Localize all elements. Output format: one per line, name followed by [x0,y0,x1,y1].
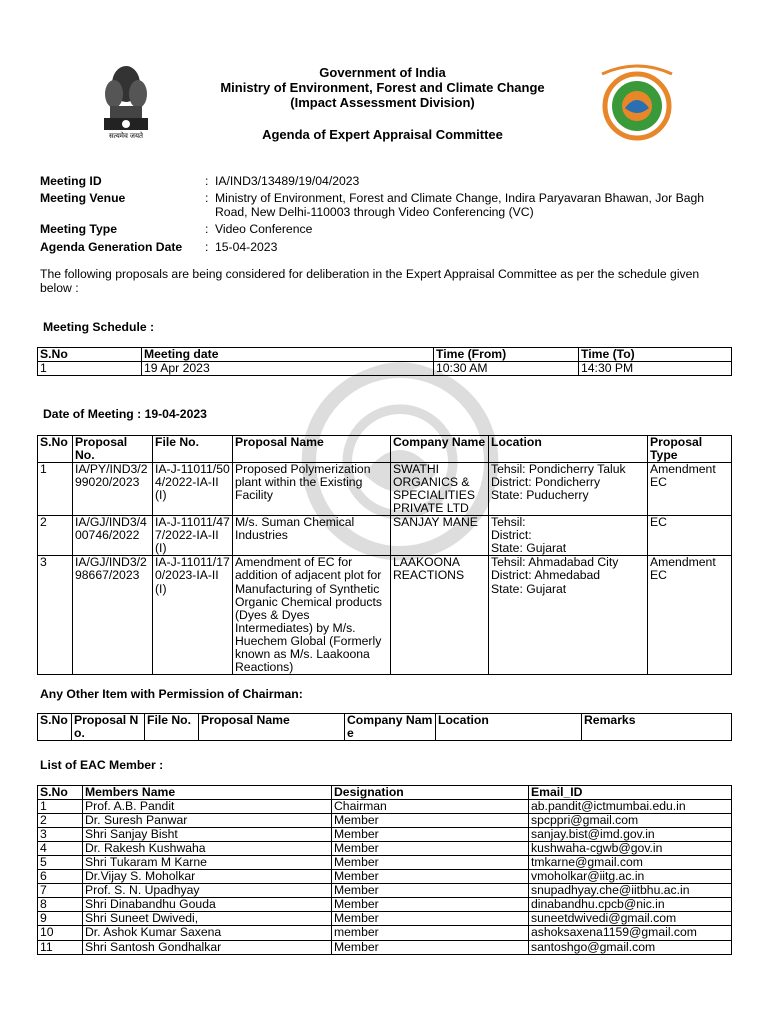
member-email: snupadhyay.che@iitbhu.ac.in [529,884,732,898]
member-designation: Member [332,814,529,828]
member-designation: Member [332,912,529,926]
member-designation: member [332,926,529,940]
member-designation: Chairman [332,800,529,814]
member-designation: Member [332,898,529,912]
member-name: Shri Sanjay Bisht [83,828,332,842]
member-sno: 1 [38,800,83,814]
member-name: Dr. Suresh Panwar [83,814,332,828]
members-header-2: Designation [332,786,529,800]
other-header-1: Proposal No. [72,714,145,741]
proposal-file-number: IA-J-11011/170/2023-IA-II(I) [153,556,233,674]
members-header-0: S.No [38,786,83,800]
schedule-cell-date: 19 Apr 2023 [142,362,434,376]
proposals-table [37,435,732,675]
meeting-venue-label: Meeting Venue [40,191,126,206]
other-header-4: Company Name [345,714,436,741]
member-sno: 8 [38,898,83,912]
table-row [38,926,732,940]
table-row [38,814,732,828]
intro-paragraph: The following proposals are being considered for deliberation in the Expert Appraisal Committee as per the schedule given below : [40,267,700,296]
proposal-location: Tehsil: Pondicherry Taluk District: Pondicherry State: Puducherry [489,463,648,516]
table-row [38,842,732,856]
header-line-government: Government of India [319,65,446,80]
schedule-header-sno: S.No [38,348,142,362]
table-row [38,884,732,898]
table-row [38,362,732,376]
member-sno: 6 [38,870,83,884]
proposals-header-5: Location [489,436,648,463]
other-header-3: Proposal Name [199,714,345,741]
other-items-table [37,713,732,741]
table-row [38,556,732,674]
meeting-schedule-table [37,347,732,376]
member-sno: 3 [38,828,83,842]
table-row [38,912,732,926]
member-email: ashoksaxena1159@gmail.com [529,926,732,940]
member-sno: 5 [38,856,83,870]
schedule-header-time-to: Time (To) [579,348,732,362]
proposal-name: M/s. Suman Chemical Industries [233,516,391,556]
proposal-file-number: IA-J-11011/477/2022-IA-II(I) [153,516,233,556]
members-header-1: Members Name [83,786,332,800]
proposal-sno: 3 [38,556,73,674]
proposals-header-4: Company Name [391,436,489,463]
member-designation: Member [332,884,529,898]
member-sno: 9 [38,912,83,926]
schedule-header-date: Meeting date [142,348,434,362]
proposals-header-3: Proposal Name [233,436,391,463]
member-name: Prof. S. N. Upadhyay [83,884,332,898]
header-line-ministry: Ministry of Environment, Forest and Climate Change [220,79,545,95]
meeting-schedule-title: Meeting Schedule : [43,320,155,334]
schedule-cell-time-from: 10:30 AM [434,362,579,376]
member-sno: 10 [38,926,83,940]
meeting-type-value: Video Conference [215,222,313,237]
table-row [38,516,732,556]
meeting-details: Meeting ID : IA/IND3/13489/19/04/2023 Meeting Venue : Ministry of Environment, Forest and Climate Change, Indira Paryavaran Bhawan, Jor Bagh Road, New Delhi-110003 through Video Conferencing (VC) Meeting Type : Video Conference Agenda Generation Date : 15-04-2023 [40,175,720,258]
member-email: santoshgo@gmail.com [529,940,732,954]
member-designation: Member [332,940,529,954]
table-row [38,828,732,842]
table-row [38,856,732,870]
other-items-title: Any Other Item with Permission of Chairman: [40,687,303,701]
other-header-2: File No. [145,714,199,741]
proposal-company: LAAKOONA REACTIONS [391,556,489,674]
member-email: kushwaha-cgwb@gov.in [529,842,732,856]
table-row [38,463,732,516]
document-header [160,66,605,143]
member-email: spcppri@gmail.com [529,814,732,828]
proposal-sno: 2 [38,516,73,556]
agenda-generation-date-value: 15-04-2023 [215,239,278,254]
schedule-cell-sno: 1 [38,362,142,376]
meeting-id-label: Meeting ID [40,174,102,188]
proposal-name: Amendment of EC for addition of adjacent plot for Manufacturing of Synthetic Organic Chemical products (Dyes & Dyes Intermediates) by M/s. Huechem Global (Formerly known as M/s. Laakoona Reactions) [233,556,391,674]
other-header-6: Remarks [582,714,732,741]
schedule-header-time-from: Time (From) [434,348,579,362]
member-name: Prof. A.B. Pandit [83,800,332,814]
proposal-number: IA/PY/IND3/299020/2023 [73,463,153,516]
table-row [38,898,732,912]
member-designation: Member [332,856,529,870]
proposal-number: IA/GJ/IND3/400746/2022 [73,516,153,556]
member-email: tmkarne@gmail.com [529,856,732,870]
proposal-location: Tehsil: Ahmadabad City District: Ahmedabad State: Gujarat [489,556,648,674]
other-header-0: S.No [38,714,72,741]
member-email: suneetdwivedi@gmail.com [529,912,732,926]
member-name: Dr.Vijay S. Moholkar [83,870,332,884]
proposal-type: EC [648,516,732,556]
member-email: sanjay.bist@imd.gov.in [529,828,732,842]
proposals-header-2: File No. [153,436,233,463]
member-email: vmoholkar@iitg.ac.in [529,870,732,884]
member-designation: Member [332,842,529,856]
proposal-location: Tehsil: District: State: Gujarat [489,516,648,556]
eac-members-table [37,785,732,955]
proposal-company: SWATHI ORGANICS & SPECIALITIES PRIVATE LTD [391,463,489,516]
agenda-title: Agenda of Expert Appraisal Committee [262,126,503,142]
header-line-division: (Impact Assessment Division) [290,94,475,110]
meeting-venue-value: Ministry of Environment, Forest and Climate Change, Indira Paryavaran Bhawan, Jor Bagh Road, New Delhi-110003 through Video Conferencing (VC) [215,191,705,219]
member-sno: 7 [38,884,83,898]
proposal-type: Amendment EC [648,463,732,516]
proposal-company: SANJAY MANE [391,516,489,556]
table-row [38,940,732,954]
proposal-name: Proposed Polymerization plant within the Existing Facility [233,463,391,516]
member-designation: Member [332,870,529,884]
proposal-file-number: IA-J-11011/504/2022-IA-II(I) [153,463,233,516]
member-name: Dr. Ashok Kumar Saxena [83,926,332,940]
proposals-header-6: Proposal Type [648,436,732,463]
member-name: Shri Suneet Dwivedi, [83,912,332,926]
proposals-header-1: Proposal No. [73,436,153,463]
proposal-number: IA/GJ/IND3/298667/2023 [73,556,153,674]
agenda-generation-date-label: Agenda Generation Date [40,239,183,254]
member-email: ab.pandit@ictmumbai.edu.in [529,800,732,814]
member-name: Shri Dinabandhu Gouda [83,898,332,912]
member-designation: Member [332,828,529,842]
schedule-cell-time-to: 14:30 PM [579,362,732,376]
proposal-type: Amendment EC [648,556,732,674]
members-header-3: Email_ID [529,786,732,800]
proposal-sno: 1 [38,463,73,516]
member-name: Shri Tukaram M Karne [83,856,332,870]
table-row [38,870,732,884]
member-sno: 4 [38,842,83,856]
member-sno: 11 [38,940,83,954]
member-sno: 2 [38,814,83,828]
eac-members-title: List of EAC Member : [40,758,164,772]
table-row [38,800,732,814]
emblem-caption: सत्यमेव जयते [108,133,144,140]
meeting-id-value: IA/IND3/13489/19/04/2023 [215,174,360,188]
member-name: Shri Santosh Gondhalkar [83,940,332,954]
proposals-header-0: S.No [38,436,73,463]
meeting-type-label: Meeting Type [40,222,117,237]
date-of-meeting-title: Date of Meeting : 19-04-2023 [43,407,207,421]
other-header-5: Location [436,714,582,741]
member-email: dinabandhu.cpcb@nic.in [529,898,732,912]
member-name: Dr. Rakesh Kushwaha [83,842,332,856]
